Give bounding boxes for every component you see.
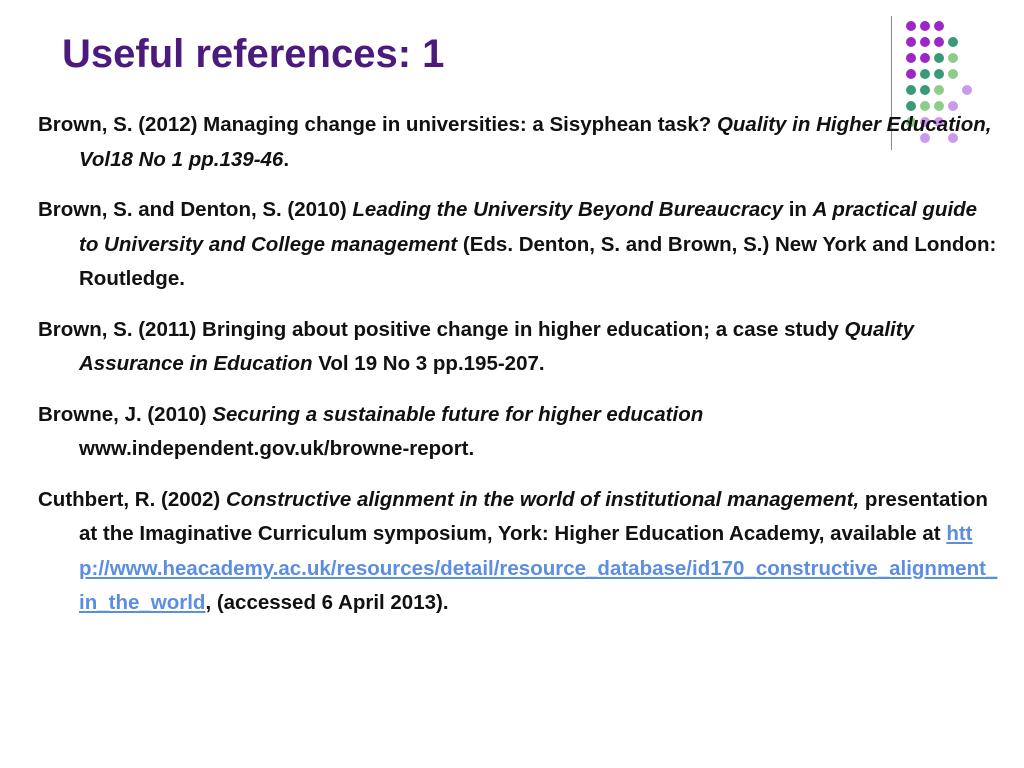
reference-link[interactable]: http://www.heacademy.ac.uk/resources/detail/resource_database/id170_constructive_alignment_in_the_world	[79, 522, 998, 614]
reference-text: in	[783, 198, 813, 221]
reference-item	[38, 398, 998, 467]
reference-item	[38, 193, 998, 297]
reference-journal-italic: Quality in Higher Education, Vol18 No 1 pp.139-46	[79, 113, 992, 171]
reference-title-italic: Securing a sustainable future for higher education	[212, 402, 704, 426]
reference-text: www.independent.gov.uk/browne-report.	[79, 437, 475, 460]
reference-item	[38, 313, 998, 382]
reference-text: .	[283, 147, 290, 171]
slide-title: Useful references: 1	[62, 32, 445, 76]
reference-text: Brown, S. and Denton, S. (2010)	[38, 198, 353, 221]
reference-item	[38, 108, 998, 177]
reference-item	[38, 483, 998, 621]
reference-book-italic: A practical guide to University and College management	[79, 198, 978, 256]
reference-text: Cuthbert, R. (2002)	[38, 487, 226, 511]
reference-title-italic: Constructive alignment in the world of institutional management,	[225, 487, 860, 511]
reference-text: Vol 19 No 3 pp.195-207.	[312, 352, 545, 375]
reference-list	[38, 108, 998, 637]
reference-text: Browne, J. (2010)	[38, 402, 213, 426]
reference-title-italic: Leading the University Beyond Bureaucracy	[352, 198, 784, 221]
reference-text: Brown, S. (2012) Managing change in universities: a Sisyphean task?	[38, 113, 717, 136]
reference-text: presentation at the Imaginative Curriculum symposium, York: Higher Education Academy, available at	[79, 487, 988, 545]
reference-text: , (accessed 6 April 2013).	[205, 591, 449, 614]
reference-text: (Eds. Denton, S. and Brown, S.) New York and London: Routledge.	[79, 232, 997, 290]
reference-text: Brown, S. (2011) Bringing about positive change in higher education; a case study	[38, 317, 845, 341]
reference-journal-italic: Quality Assurance in Education	[79, 317, 914, 375]
